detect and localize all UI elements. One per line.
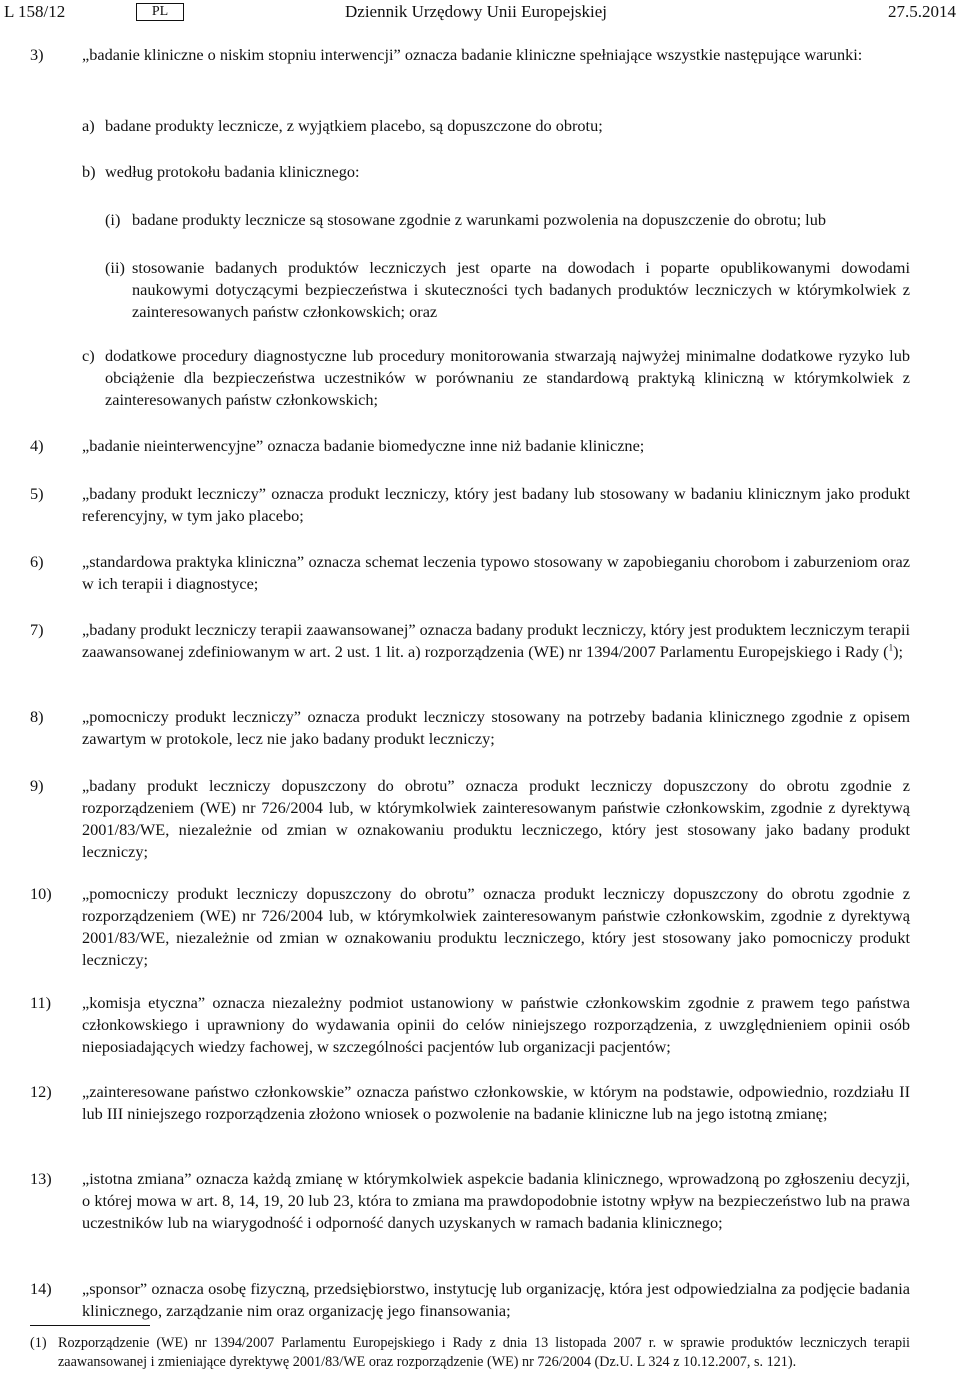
definition-item-7 — [30, 619, 910, 663]
page-reference: L 158/12 — [4, 2, 66, 21]
item-number: 3) — [30, 45, 44, 64]
item-number: c) — [82, 346, 95, 365]
item-number: 4) — [30, 436, 44, 455]
footnote-number: (1) — [30, 1335, 47, 1351]
definition-item-9 — [30, 775, 910, 863]
sub-sub-item-i — [105, 209, 910, 231]
sub-item-c — [82, 345, 910, 411]
item-number: a) — [82, 116, 95, 135]
item-text: „standardowa praktyka kliniczna” oznacza schemat leczenia typowo stosowany w zapobieganiu chorobom i zaburzeniom oraz w ich terapii i diagnostyce; — [82, 552, 910, 593]
item-number: 9) — [30, 776, 44, 795]
item-number: 11) — [30, 993, 52, 1012]
item-text: „zainteresowane państwo członkowskie” oznacza państwo członkowskie, w którym na podstawie, odpowiednio, rozdziału II lub III niniejszego rozporządzenia złożono wniosek o pozwolenie na badanie kliniczne lub na jego istotną zmianę; — [82, 1082, 910, 1123]
definition-item-6 — [30, 551, 910, 595]
item-number: (ii) — [105, 258, 125, 277]
sub-item-a — [82, 115, 910, 137]
item-text: „pomocniczy produkt leczniczy dopuszczony do obrotu” oznacza produkt leczniczy dopuszczony do obrotu zgodnie z rozporządzeniem (WE) nr 726/2004 lub, w którymkolwiek zainteresowanym państwie członkowskim, zgodnie z dyrektywą 2001/83/WE, niezależnie od zmian w oznakowaniu produktu leczniczego, który jest stosowany jako pomocniczy produkt leczniczy; — [82, 884, 910, 969]
footnote-reference: 1 — [888, 642, 894, 653]
item-number: b) — [82, 162, 96, 181]
item-text-tail: ); — [893, 642, 904, 661]
item-text: dodatkowe procedury diagnostyczne lub procedury monitorowania stwarzają najwyżej minimalne dodatkowe ryzyko lub obciążenie dla bezpieczeństwa uczestników w porównaniu ze standardową praktyką kliniczną w którymkolwiek z zainteresowanych państw członkowskich; — [105, 346, 910, 409]
item-number: 13) — [30, 1169, 52, 1188]
footnote — [30, 1334, 910, 1372]
item-number: 6) — [30, 552, 44, 571]
item-text: „badanie nieinterwencyjne” oznacza badanie biomedyczne inne niż badanie kliniczne; — [82, 436, 645, 455]
item-number: 8) — [30, 707, 44, 726]
language-badge: PL — [136, 3, 184, 21]
journal-title: Dziennik Urzędowy Unii Europejskiej — [345, 2, 608, 21]
item-text: badane produkty lecznicze, z wyjątkiem placebo, są dopuszczone do obrotu; — [105, 116, 603, 135]
item-number: 12) — [30, 1082, 52, 1101]
footnote-divider — [30, 1325, 150, 1326]
definition-item-12 — [30, 1081, 910, 1125]
item-text: badane produkty lecznicze są stosowane zgodnie z warunkami pozwolenia na dopuszczenie do obrotu; lub — [132, 210, 826, 229]
item-number: 10) — [30, 884, 52, 903]
definition-item-8 — [30, 706, 910, 750]
definition-item-14 — [30, 1278, 910, 1322]
item-text: „pomocniczy produkt leczniczy” oznacza produkt leczniczy stosowany na potrzeby badania klinicznego zgodnie z opisem zawartym w protokole, lecz nie jako badany produkt leczniczy; — [82, 707, 910, 748]
footnote-text: Rozporządzenie (WE) nr 1394/2007 Parlamentu Europejskiego i Rady z dnia 13 listopada 2007 r. w sprawie produktów leczniczych terapii zaawansowanej i zmieniające dyrektywę 2001/83/WE oraz rozporządzenie (WE) nr 726/2004 (Dz.U. L 324 z 10.12.2007, s. 121). — [58, 1335, 910, 1370]
definition-item-11 — [30, 992, 910, 1058]
page-header — [0, 0, 960, 24]
item-text: „istotna zmiana” oznacza każdą zmianę w którymkolwiek aspekcie badania klinicznego, wprowadzoną po zgłoszeniu decyzji, o której mowa w art. 8, 14, 19, 20 lub 23, która to zmiana ma prawdopodobnie istotny wpływ na bezpieczeństwo lub na prawa uczestników lub na wiarygodność i odporność danych uzyskanych w ramach badania klinicznego; — [82, 1169, 910, 1232]
item-text: „komisja etyczna” oznacza niezależny podmiot ustanowiony w państwie członkowskim zgodnie z prawem tego państwa członkowskiego i uprawniony do wydawania opinii do celów niniejszego rozporządzenia, z uwzględnieniem opinii osób nieposiadających wiedzy fachowej, w szczególności pacjentów lub organizacji pacjentów; — [82, 993, 910, 1056]
item-text: „badany produkt leczniczy dopuszczony do obrotu” oznacza produkt leczniczy dopuszczony do obrotu zgodnie z rozporządzeniem (WE) nr 726/2004 lub, w którymkolwiek zainteresowanym państwie członkowskim, zgodnie z dyrektywą 2001/83/WE, niezależnie od zmian w oznakowaniu produktu leczniczego, który jest stosowany jako badany produkt leczniczy; — [82, 776, 910, 861]
item-text: „sponsor” oznacza osobę fizyczną, przedsiębiorstwo, instytucję lub organizację, która jest odpowiedzialna za podjęcie badania klinicznego, zarządzanie nim oraz organizację jego finansowania; — [82, 1279, 910, 1320]
sub-sub-item-ii — [105, 257, 910, 323]
item-number: 14) — [30, 1279, 52, 1298]
item-text: według protokołu badania klinicznego: — [105, 162, 360, 181]
item-number: (i) — [105, 210, 121, 229]
item-text: „badanie kliniczne o niskim stopniu interwencji” oznacza badanie kliniczne spełniające wszystkie następujące warunki: — [82, 45, 863, 64]
publication-date: 27.5.2014 — [888, 2, 956, 21]
item-text: stosowanie badanych produktów leczniczych jest oparte na dowodach i poparte opublikowanymi dowodami naukowymi dotyczącymi bezpieczeństwa i skuteczności tych badanych produktów leczniczych w którymkolwiek z zainteresowanych państw członkowskich; oraz — [132, 258, 910, 321]
item-number: 5) — [30, 484, 44, 503]
sub-item-b — [82, 161, 910, 183]
item-text: „badany produkt leczniczy” oznacza produkt leczniczy, który jest badany lub stosowany w badaniu klinicznym jako produkt referencyjny, w tym jako placebo; — [82, 484, 910, 525]
definition-item-10 — [30, 883, 910, 971]
definition-item-4 — [30, 435, 910, 457]
definition-item-3 — [30, 44, 910, 66]
item-text — [82, 619, 910, 663]
item-text-main: „badany produkt leczniczy terapii zaawansowanej” oznacza badany produkt leczniczy, który jest produktem leczniczym terapii zaawansowanej zdefiniowanym w art. 2 ust. 1 lit. a) rozporządzenia (WE) nr 1394/2007 Parlamentu Europejskiego i Rady ( — [82, 620, 911, 661]
definition-item-5 — [30, 483, 910, 527]
definition-item-13 — [30, 1168, 910, 1234]
item-number: 7) — [30, 620, 44, 639]
